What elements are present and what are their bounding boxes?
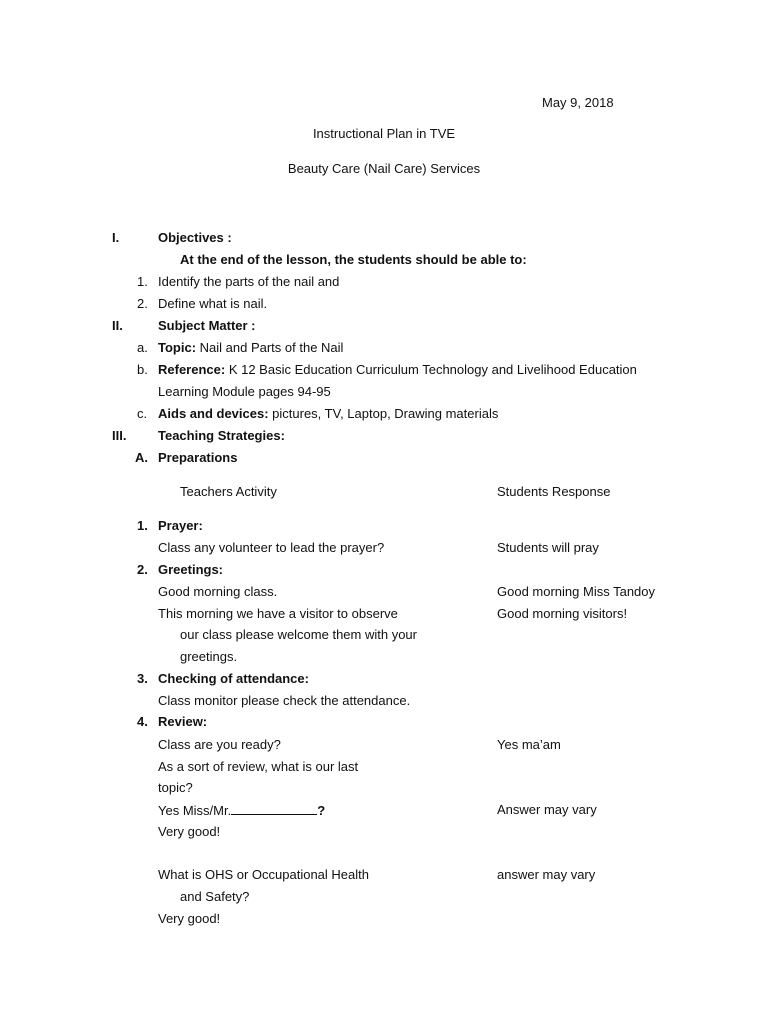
objective-item: Define what is nail. [158,296,268,311]
section-numeral: I. [112,230,120,245]
item-text: K 12 Basic Education Curriculum Technology and Livelihood Education [225,362,637,377]
teacher-line: Very good! [158,911,221,926]
subsection-heading-preparations: Preparations [158,450,238,465]
document-date: May 9, 2018 [542,95,614,110]
list-marker: A. [135,450,148,465]
subject-item-aids [158,406,498,422]
teacher-line: and Safety? [180,889,250,904]
subject-item-reference [158,362,637,378]
student-line: answer may vary [497,867,596,882]
blank-suffix: ? [317,803,326,818]
list-marker: 1. [137,274,148,289]
objective-item: Identify the parts of the nail and [158,274,340,289]
list-marker: a. [137,340,148,355]
student-line: Yes ma’am [497,737,561,752]
step-heading-review: Review: [158,714,208,729]
step-marker: 3. [137,671,148,686]
list-marker: c. [137,406,148,421]
step-heading-greetings: Greetings: [158,562,224,577]
teacher-line: Class monitor please check the attendance. [158,693,411,708]
student-line: Students will pray [497,540,599,555]
section-numeral: III. [112,428,127,443]
student-line: Good morning visitors! [497,606,628,621]
teacher-line: This morning we have a visitor to observe [158,606,398,621]
item-label: Aids and devices: [158,406,269,421]
teacher-line: Good morning class. [158,584,278,599]
teacher-line: our class please welcome them with your [180,627,417,642]
column-header-student: Students Response [497,484,611,499]
step-marker: 1. [137,518,148,533]
reference-continuation: Learning Module pages 94-95 [158,384,331,399]
section-heading-subject-matter: Subject Matter : [158,318,256,333]
teacher-line: greetings. [180,649,238,664]
subject-item-topic [158,340,343,356]
document-title: Instructional Plan in TVE [312,126,456,141]
student-line: Answer may vary [497,802,597,817]
teacher-line: Class are you ready? [158,737,281,752]
item-label: Topic: [158,340,197,355]
teacher-line: topic? [158,780,193,795]
fill-in-blank [231,802,317,815]
list-marker: b. [137,362,148,377]
section-numeral: II. [112,318,123,333]
item-text: pictures, TV, Laptop, Drawing materials [268,406,499,421]
item-text: Nail and Parts of the Nail [196,340,344,355]
teacher-line: What is OHS or Occupational Health [158,867,369,882]
teacher-line: Very good! [158,824,221,839]
item-label: Reference: [158,362,226,377]
student-line: Good morning Miss Tandoy [497,584,656,599]
teacher-line: Class any volunteer to lead the prayer? [158,540,385,555]
step-marker: 4. [137,714,148,729]
section-heading-strategies: Teaching Strategies: [158,428,285,443]
section-heading-objectives: Objectives : [158,230,232,245]
document-subtitle: Beauty Care (Nail Care) Services [287,161,481,176]
step-heading-prayer: Prayer: [158,518,203,533]
teacher-line: As a sort of review, what is our last [158,759,359,774]
step-heading-attendance: Checking of attendance: [158,671,309,686]
teacher-line-with-blank [158,802,325,819]
objectives-intro: At the end of the lesson, the students should be able to: [180,252,527,267]
column-header-teacher: Teachers Activity [180,484,277,499]
blank-prefix: Yes Miss/Mr. [158,803,232,818]
step-marker: 2. [137,562,148,577]
list-marker: 2. [137,296,148,311]
